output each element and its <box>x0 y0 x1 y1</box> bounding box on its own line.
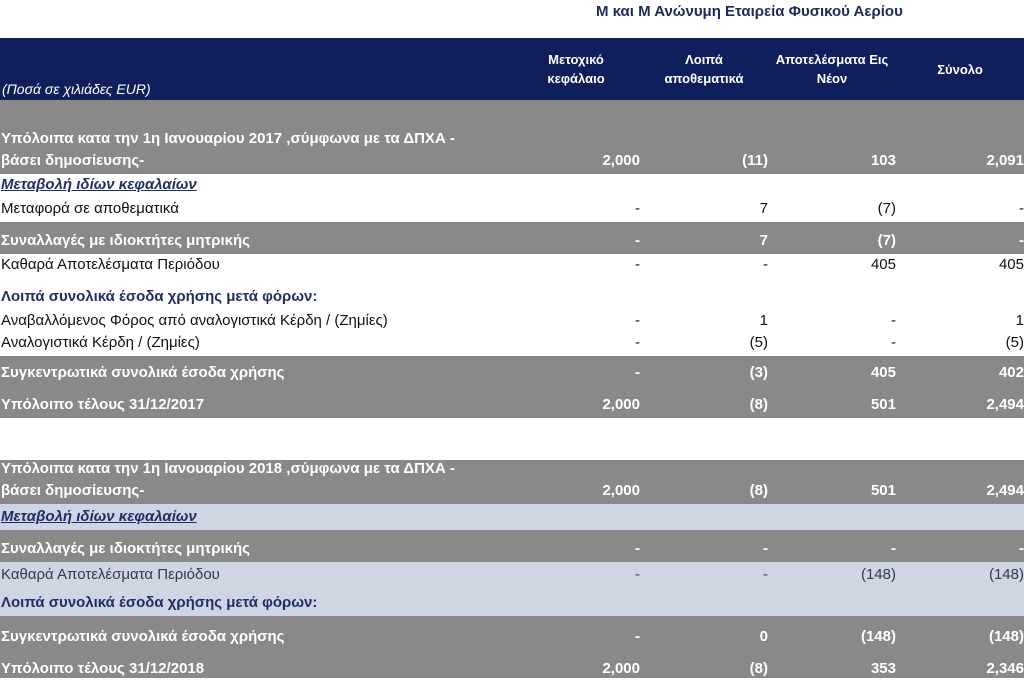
header-other-reserves: Λοιπά αποθεματικά <box>664 52 744 86</box>
row-label: Καθαρά Αποτελέσματα Περιόδου <box>1 566 220 583</box>
cell-total: 402 <box>998 364 1024 381</box>
row-label: Μεταβολή ιδίων κεφαλαίων <box>1 508 197 525</box>
cell-share-capital: - <box>635 200 640 217</box>
table-row <box>0 562 1024 588</box>
row-label: Υπόλοιπα κατα την 1η Ιανουαρίου 2018 ,σύμφωνα με τα ΔΠΧΑ - βάσει δημοσίευσης- <box>1 460 455 499</box>
table-row <box>0 460 1024 504</box>
cell-total: (5) <box>1005 334 1024 351</box>
section-heading <box>0 174 1024 198</box>
cell-share-capital: - <box>635 628 640 645</box>
cell-share-capital: 2,000 <box>602 396 640 413</box>
row-label: Υπόλοιπα κατα την 1η Ιανουαρίου 2017 ,σύμφωνα με τα ΔΠΧΑ - βάσει δημοσίευσης- <box>1 130 455 169</box>
cell-retained-earnings: - <box>891 334 896 351</box>
row-label: Συναλλαγές με ιδιοκτήτες μητρικής <box>1 232 250 249</box>
cell-total: (148) <box>988 628 1024 645</box>
row-label: Μεταβολή ιδίων κεφαλαίων <box>1 176 197 193</box>
cell-total: (148) <box>988 566 1024 583</box>
cell-other-reserves: (8) <box>749 660 768 677</box>
cell-retained-earnings: - <box>891 312 896 329</box>
cell-share-capital: - <box>635 232 640 249</box>
table-row <box>0 198 1024 222</box>
table-row <box>0 222 1024 254</box>
cell-other-reserves: - <box>763 256 768 273</box>
cell-other-reserves: 1 <box>759 312 768 329</box>
row-label: Αναλογιστικά Κέρδη / (Ζημίες) <box>1 334 200 351</box>
cell-total: 2,346 <box>986 660 1024 677</box>
cell-share-capital: - <box>635 334 640 351</box>
cell-other-reserves: (8) <box>749 396 768 413</box>
cell-share-capital: 2,000 <box>602 152 640 169</box>
table-row <box>0 616 1024 678</box>
units-label: (Ποσά σε χιλιάδες EUR) <box>2 81 151 97</box>
cell-total: 2,091 <box>986 152 1024 169</box>
row-label: Αναβαλλόμενος Φόρος από αναλογιστικά Κέρδη / (Ζημίες) <box>1 312 388 329</box>
cell-other-reserves: 7 <box>759 200 768 217</box>
cell-other-reserves: 7 <box>759 232 768 249</box>
row-label: Υπόλοιπο τέλους 31/12/2017 <box>1 396 205 413</box>
section-heading <box>0 588 1024 616</box>
table-row <box>0 100 1024 174</box>
cell-other-reserves: (3) <box>749 364 768 381</box>
cell-retained-earnings: 501 <box>870 482 896 499</box>
cell-total: - <box>1019 540 1024 557</box>
cell-other-reserves: 0 <box>759 628 768 645</box>
cell-retained-earnings: - <box>891 540 896 557</box>
cell-share-capital: - <box>635 540 640 557</box>
cell-retained-earnings: (148) <box>860 628 896 645</box>
table-row <box>0 334 1024 356</box>
row-label: Λοιπά συνολικά έσοδα χρήσης μετά φόρων: <box>1 594 318 611</box>
section-heading <box>0 504 1024 530</box>
cell-total: 2,494 <box>986 396 1024 413</box>
cell-other-reserves: (11) <box>742 152 768 169</box>
row-label: Λοιπά συνολικά έσοδα χρήσης μετά φόρων: <box>1 288 318 305</box>
cell-share-capital: - <box>635 364 640 381</box>
section-heading <box>0 278 1024 310</box>
cell-retained-earnings: (148) <box>860 566 896 583</box>
cell-share-capital: - <box>635 566 640 583</box>
cell-share-capital: 2,000 <box>602 660 640 677</box>
header-share-capital: Μετοχικό κεφάλαιο <box>547 52 605 86</box>
row-label: Καθαρά Αποτελέσματα Περιόδου <box>1 256 220 273</box>
row-label: Συγκεντρωτικά συνολικά έσοδα χρήσης <box>1 628 285 645</box>
table-row <box>0 356 1024 418</box>
cell-total: 2,494 <box>986 482 1024 499</box>
cell-retained-earnings: 501 <box>870 396 896 413</box>
row-label: Συναλλαγές με ιδιοκτήτες μητρικής <box>1 540 250 557</box>
cell-total: - <box>1019 232 1024 249</box>
header-total: Σύνολο <box>937 61 983 77</box>
row-label: Μεταφορά σε αποθεματικά <box>1 200 179 217</box>
company-title: Μ και Μ Ανώνυμη Εταιρεία Φυσικού Αερίου <box>596 3 903 20</box>
cell-total: 1 <box>1015 312 1024 329</box>
cell-other-reserves: (8) <box>749 482 768 499</box>
cell-total: - <box>1019 200 1024 217</box>
cell-retained-earnings: 353 <box>870 660 896 677</box>
cell-share-capital: - <box>635 312 640 329</box>
cell-share-capital: - <box>635 256 640 273</box>
cell-total: 405 <box>998 256 1024 273</box>
row-label: Συγκεντρωτικά συνολικά έσοδα χρήσης <box>1 364 285 381</box>
table-row <box>0 310 1024 334</box>
cell-retained-earnings: 103 <box>870 152 896 169</box>
row-label: Υπόλοιπο τέλους 31/12/2018 <box>1 660 205 677</box>
cell-retained-earnings: (7) <box>877 200 896 217</box>
header-retained-earnings: Αποτελέσματα Εις Νέον <box>775 52 889 86</box>
cell-other-reserves: - <box>763 540 768 557</box>
cell-other-reserves: - <box>763 566 768 583</box>
cell-retained-earnings: 405 <box>870 364 896 381</box>
table-row <box>0 530 1024 562</box>
cell-retained-earnings: (7) <box>877 232 896 249</box>
cell-share-capital: 2,000 <box>602 482 640 499</box>
cell-retained-earnings: 405 <box>870 256 896 273</box>
table-header <box>0 38 1024 100</box>
table-row <box>0 254 1024 278</box>
cell-other-reserves: (5) <box>749 334 768 351</box>
